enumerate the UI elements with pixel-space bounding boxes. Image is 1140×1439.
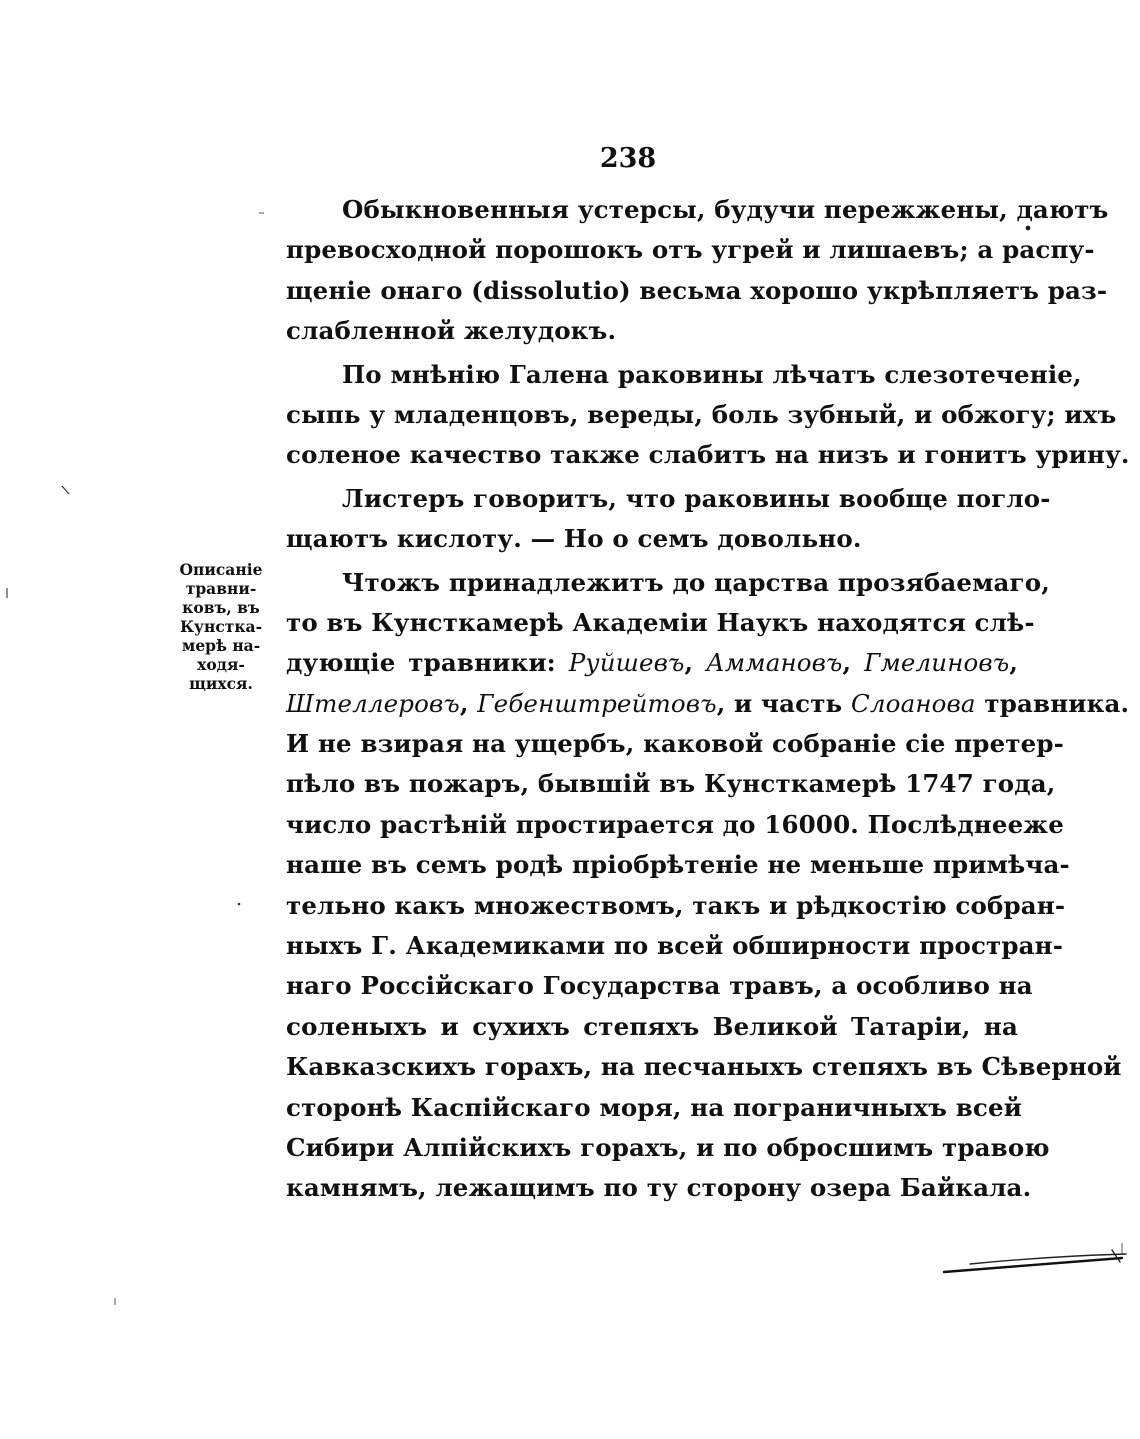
text-line: Обыкновенныя устерсы, будучи пережжены, даютъ [342,195,1109,224]
herbarium-name-hebenstreit: Гебенштрейтовъ [477,688,717,718]
ink-speck [236,900,242,908]
text-line: превосходной порошокъ отъ угрей и лишаевъ; а распу- [286,235,1095,265]
text-line: число растѣній простирается до 16000. Послѣднееже [286,809,1064,839]
text-span: , и часть [716,688,843,718]
comma: , [459,688,469,718]
margin-note-line: Кунсткa- [179,617,263,636]
text-line: соленое качество также слабитъ на низъ и гонитъ урину. [286,440,1130,470]
text-line: наше въ семъ родѣ пріобрѣтеніе не меньше примѣча- [286,850,1070,880]
text-line: щеніе онаго (dissolutio) весьма хорошо укрѣпляетъ раз- [286,275,1108,305]
comma: , [684,648,694,678]
text-line-herbarium-names [286,684,1130,724]
page-number: 238 [599,143,657,174]
text-line: слабленной желудокъ. [286,316,617,346]
margin-note-line: травни- [185,579,257,598]
text-line: наго Россійскаго Государства травъ, а особливо на [286,971,1033,1001]
ink-speck [60,484,72,498]
herbarium-name-gmelin: Гмелиновъ [864,648,1010,678]
herbarium-name-steller: Штеллеровъ [286,688,460,718]
margin-note-line: Описаніе [179,560,263,579]
text-line: то въ Кунсткамерѣ Академіи Наукъ находятся слѣ- [286,607,1035,637]
text-line: щаютъ кислоту. — Но о семъ довольно. [286,524,862,554]
text-line: Кавказскихъ горахъ, на песчаныхъ степяхъ въ Сѣверной [286,1052,1122,1082]
herbarium-name-amman: Аммановъ [706,648,843,678]
body-text [286,190,1130,1209]
text-line: пѣло въ пожаръ, бывшій въ Кунсткамерѣ 1747 года, [286,769,1056,799]
comma: , [842,648,852,678]
text-line: сыпь у младенцовъ, вереды, боль зубный, и обжогу; ихъ [286,399,1117,429]
text-line: Листеръ говоритъ, что раковины вообще погло- [342,483,1051,513]
text-span: дующіе травники: [286,648,556,678]
text-line-herbarium-names [286,643,1018,683]
text-line: Чтожъ принадлежитъ до царства прозябаемаго, [342,567,1050,597]
text-line: Сибири Алпійскихъ горахъ, и по обросшимъ травою [286,1132,1050,1162]
pen-stroke [940,1244,1136,1280]
ink-speck [4,586,10,600]
text-line: И не взирая на ущербъ, каковой собраніе сіе претер- [286,729,1064,759]
margin-note-line: мерѣ на- [181,636,261,655]
text-line: сторонѣ Каспійскаго моря, на пограничныхъ всей [286,1092,1023,1122]
ink-speck [1024,220,1034,234]
text-line: По мнѣнію Галена раковины лѣчатъ слезотеченіе, [342,359,1082,389]
margin-note-line: ковъ, въ [182,598,260,617]
comma: , [1009,648,1018,678]
text-span: травника. [984,688,1130,718]
margin-note-line: ходя- [197,655,245,674]
text-line: камнямъ, лежащимъ по ту сторону озера Байкала. [286,1173,1032,1203]
margin-note [160,560,282,693]
margin-note-line: щихся. [189,674,253,693]
herbarium-name-sloane: Слоанова [851,688,976,718]
text-line: ныхъ Г. Академиками по всей обширности простран- [286,931,1064,961]
text-line: соленыхъ и сухихъ степяхъ Великой Татаріи, на [286,1011,1018,1041]
ink-speck [112,1297,118,1307]
herbarium-name-ruysch: Руйшевъ [568,648,685,678]
ink-speck [258,210,266,216]
text-line: тельно какъ множествомъ, такъ и рѣдкостію собран- [286,890,1066,920]
